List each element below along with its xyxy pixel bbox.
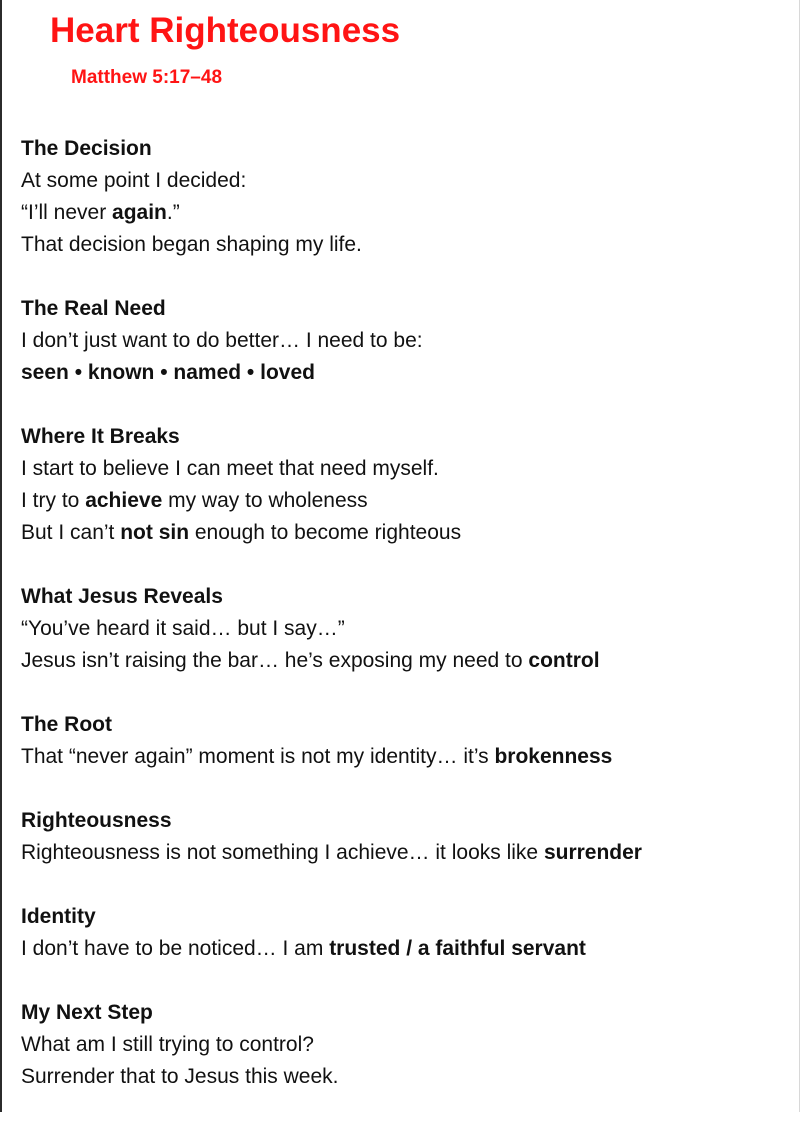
section-where-it-breaks [21, 421, 791, 549]
body-line [21, 197, 791, 229]
body-line [21, 165, 791, 197]
section-heading: My Next Step [21, 1001, 153, 1024]
body-line [21, 1061, 791, 1093]
section-the-real-need [21, 293, 791, 389]
section-heading: Identity [21, 905, 96, 928]
text-run: “I’ll never [21, 201, 113, 224]
section-the-root [21, 709, 791, 773]
text-run: What am I still trying to control? [21, 1033, 314, 1056]
text-run: I start to believe I can meet that need myself. [21, 457, 439, 480]
emphasis-text: not sin [120, 521, 190, 544]
text-run: I don’t have to be noticed… I am [21, 937, 330, 960]
text-run: I don’t just want to do better… I need to be: [21, 329, 423, 352]
scripture-reference: Matthew 5:17–48 [71, 67, 223, 88]
emphasis-text: control [528, 649, 600, 672]
section-my-next-step [21, 997, 791, 1093]
body-line [21, 453, 791, 485]
body-line [21, 613, 791, 645]
text-run: At some point I decided: [21, 169, 247, 192]
document-body [21, 133, 791, 1125]
text-run: But I can’t [21, 521, 121, 544]
body-line [21, 485, 791, 517]
section-identity [21, 901, 791, 965]
text-run: “You’ve heard it said… but I say…” [21, 617, 345, 640]
emphasis-text: achieve [85, 489, 163, 512]
text-run: my way to wholeness [162, 489, 368, 512]
body-line [21, 517, 791, 549]
emphasis-text: seen • known • named • loved [21, 361, 315, 384]
text-run: Righteousness is not something I achieve… it looks like [21, 841, 544, 864]
body-line [21, 933, 791, 965]
emphasis-text: brokenness [494, 745, 613, 768]
text-run: Jesus isn’t raising the bar… he’s exposing my need to [21, 649, 529, 672]
section-what-jesus-reveals [21, 581, 791, 677]
text-run: .” [166, 201, 180, 224]
section-heading: Where It Breaks [21, 425, 180, 448]
body-line [21, 357, 791, 389]
text-run: That “never again” moment is not my identity… it’s [21, 745, 495, 768]
body-line [21, 325, 791, 357]
body-line [21, 741, 791, 773]
text-run: Surrender that to Jesus this week. [21, 1065, 339, 1088]
section-heading: The Decision [21, 137, 152, 160]
section-heading: Righteousness [21, 809, 172, 832]
text-run: I try to [21, 489, 86, 512]
section-heading: The Real Need [21, 297, 166, 320]
emphasis-text: trusted / a faithful servant [329, 937, 586, 960]
text-run: enough to become righteous [189, 521, 462, 544]
body-line [21, 837, 791, 869]
body-line [21, 229, 791, 261]
section-righteousness [21, 805, 791, 869]
section-heading: What Jesus Reveals [21, 585, 223, 608]
section-the-decision [21, 133, 791, 261]
section-heading: The Root [21, 713, 112, 736]
body-line [21, 645, 791, 677]
text-run: That decision began shaping my life. [21, 233, 362, 256]
document-title: Heart Righteousness [50, 11, 401, 50]
emphasis-text: surrender [543, 841, 642, 864]
body-line [21, 1029, 791, 1061]
emphasis-text: again [112, 201, 167, 224]
